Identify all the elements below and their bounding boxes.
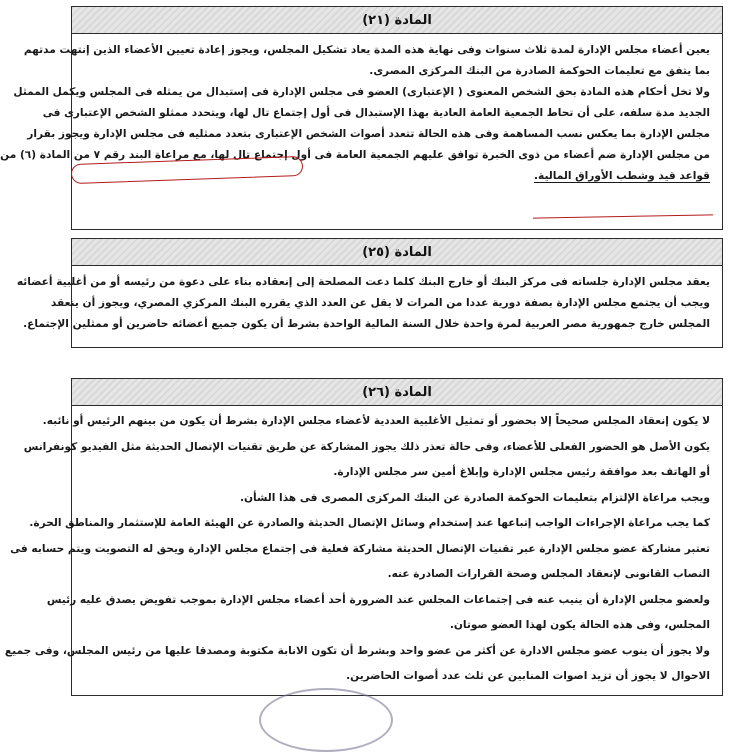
article-26-line-1: لا يكون إنعقاد المجلس صحيحاً إلا بحضور أو تمثيل الأغلبية العددية لأعضاء مجلس الإدارة بشرط أن يكون من بينهم الرئيس أو نائبه. — [42, 415, 710, 427]
article-21-title: المادة (٢١) — [362, 12, 432, 28]
article-26-line-10: ولا يجوز أن ينوب عضو مجلس الادارة عن أكثر من عضو واحد وبشرط أن تكون الانابة مكتوبة ومصدقا عليها من رئيس المجلس، وفى جميع — [4, 644, 710, 657]
article-26-line-3: أو الهاتف بعد موافقة رئيس مجلس الإدارة وإبلاغ أمين سر مجلس الإدارة. — [333, 466, 710, 478]
article-25-box — [16, 238, 723, 348]
article-25-title: المادة (٢٥) — [362, 244, 432, 260]
article-21-line-7: قواعد قيد وشطب الأوراق المالية. — [534, 170, 710, 182]
article-21-line-3: ولا تخل أحكام هذه المادة بحق الشخص المعنوى ( الإعتبارى) العضو فى مجلس الإدارة فى إستبدال من يمثله فى المجلس ويكمل الممثل — [13, 86, 710, 98]
article-21-header — [72, 7, 722, 34]
article-26-line-5: كما يجب مراعاة الإجراءات الواجب إتباعها عند إستخدام وسائل الإتصال الحديثة والصادرة عن الهيئة العامة للإستثمار والمناطق الحرة. — [29, 517, 710, 529]
article-21-line-5: مجلس الإدارة بما يعكس نسب المساهمة وفى هذه الحالة تتعدد أصوات الشخص الإعتبارى بتعدد ممثليه فى مجلس الإدارة ويجوز بقرار — [27, 128, 710, 140]
article-25-body — [16, 266, 722, 339]
article-26-line-9: المجلس، وفى هذه الحالة يكون لهذا العضو صوتان. — [449, 619, 710, 631]
article-25-line-1: يعقد مجلس الإدارة جلساته فى مركز البنك أو خارج البنك كلما دعت المصلحة إلى إنعقاده بناء على دعوة من رئيسه أو من أغلبية أعضائه — [16, 276, 710, 288]
article-21-box — [0, 6, 723, 230]
article-25-header — [72, 239, 722, 266]
article-26-line-6: تعتبر مشاركة عضو مجلس الإدارة عبر تقنيات الإتصال الحديثة مشاركة فعلية فى إجتماع مجلس الإدارة ويحق له التصويت ويتم حسابه فى — [10, 542, 710, 555]
article-26-header — [72, 379, 722, 406]
article-26-body — [4, 406, 722, 694]
article-26-line-4: ويجب مراعاة الإلتزام بتعليمات الحوكمة الصادرة عن البنك المركزى المصرى فى هذا الشأن. — [239, 491, 710, 504]
article-25-line-2: ويجب أن يجتمع مجلس الإدارة بصفة دورية عددا من المرات لا يقل عن العدد الذي يقرره البنك المركزي المصري، ويجوز أن ينعقد — [50, 297, 710, 309]
article-21-line-1: يعين أعضاء مجلس الإدارة لمدة ثلاث سنوات وفى نهاية هذه المدة يعاد تشكيل المجلس، ويجوز إعادة تعيين الأعضاء الذين إنتهت مدتهم — [23, 44, 710, 56]
article-26-line-11: الاحوال لا يجوز أن تزيد اصوات المنابين عن ثلث عدد أصوات الحاضرين. — [346, 670, 710, 682]
article-26-line-2: يكون الأصل هو الحضور الفعلى للأعضاء، وفى حالة تعذر ذلك يجوز المشاركة عن طريق تقنيات الإتصال الحديثة مثل الفيديو كونفرانس — [23, 440, 710, 453]
article-26-line-7: النصاب القانونى لإنعقاد المجلس وصحة القرارات الصادرة عنه. — [387, 568, 710, 580]
article-26-line-8: ولعضو مجلس الإدارة أن ينيب عنه فى إجتماعات المجلس عند الضرورة أحد أعضاء مجلس الإدارة بموجب تفويض يصدق عليه رئيس — [46, 593, 710, 606]
article-21-line-2: بما يتفق مع تعليمات الحوكمة الصادرة من البنك المركزى المصرى. — [369, 65, 710, 77]
official-stamp — [259, 688, 393, 752]
article-26-box — [4, 378, 723, 696]
article-21-line-6: من مجلس الإدارة ضم أعضاء من ذوى الخبرة توافق عليهم الجمعية العامة فى أول إجتماع تال لها، مع مراعاة البند رقم ٧ من المادة (٦) من — [0, 149, 710, 161]
article-25-line-3: المجلس خارج جمهورية مصر العربية لمرة واحدة خلال السنة المالية الواحدة بشرط أن يكون جميع أعضائه حاضرين أو ممثلين الإجتماع. — [23, 318, 710, 330]
article-21-line-4: الجديد مدة سلفه، على أن تحاط الجمعية العامة العادية بهذا الإستبدال فى أول إجتماع تال لها، ويتحدد ممثلو الشخص الإعتبارى فى — [42, 107, 710, 119]
article-26-title: المادة (٢٦) — [362, 384, 432, 400]
